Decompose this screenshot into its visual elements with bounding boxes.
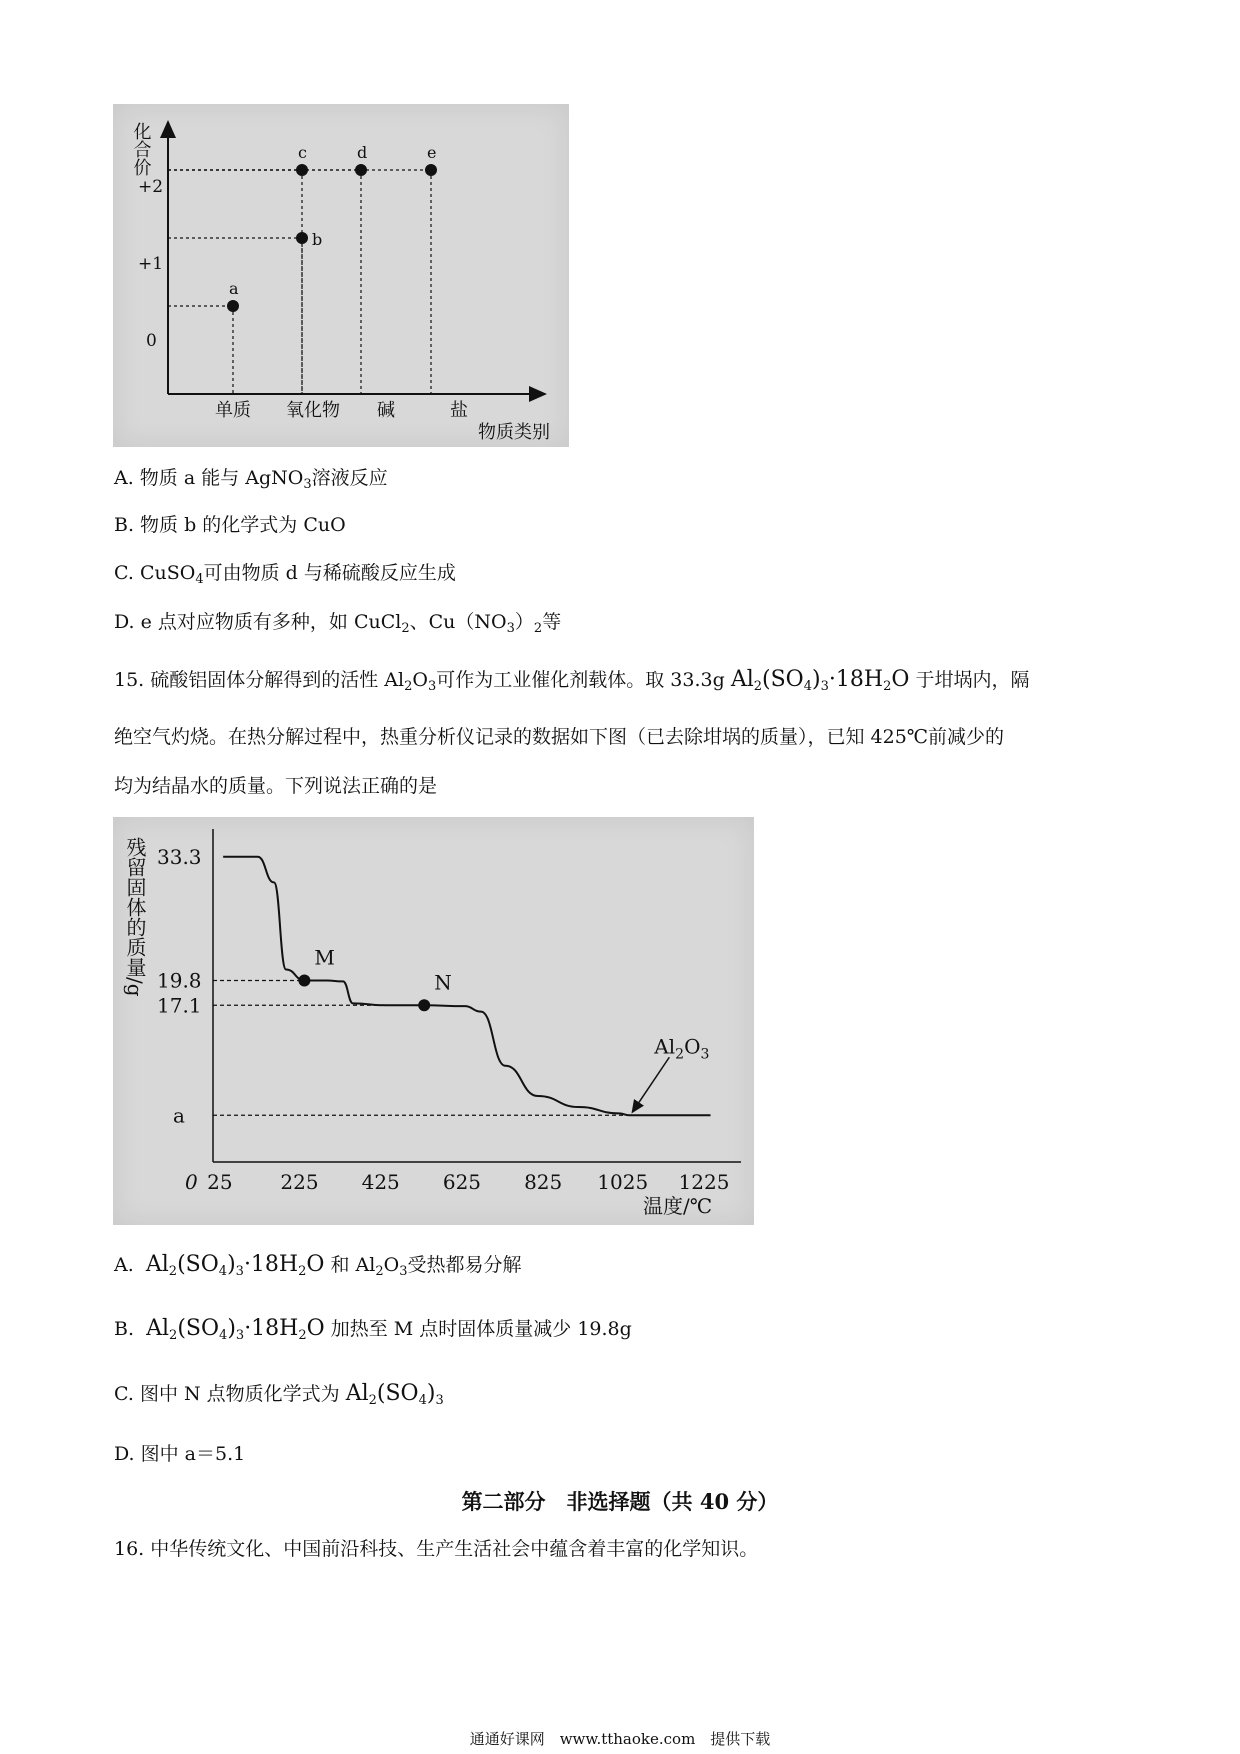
y-tick-19.8: 19.8 (157, 968, 202, 993)
q14-option-b: B. 物质 b 的化学式为 CuO (114, 514, 346, 536)
al2o3-arrow (632, 1057, 669, 1112)
x-tick-25: 25 (207, 1170, 233, 1194)
footer-credit: 通通好课网 www.tthaoke.com 提供下载 (469, 1730, 771, 1748)
point-N (418, 999, 430, 1011)
tga-figure (113, 817, 754, 1225)
y-tick-plus1: +1 (138, 254, 164, 274)
x-tick-element: 单质 (215, 400, 251, 421)
point-label-al2o3: $Al_2O_3$ (654, 1034, 710, 1063)
valence-figure (113, 104, 569, 447)
point-label-d: d (357, 143, 368, 162)
point-label-a: a (229, 279, 239, 298)
point-label-e: e (427, 143, 437, 162)
x-tick-base: 碱 (377, 400, 395, 421)
point-label-b: b (312, 230, 323, 249)
q15-option-c: C. 图中 N 点物质化学式为 $Al_2(SO_4)_3$ (114, 1381, 444, 1408)
q15-stem-line1: 15. 硫酸铝固体分解得到的活性 $Al_2O_3$可作为工业催化剂载体。取 33.3g $Al_2(SO_4)_3\cdot 18H_2O$ 于坩埚内，隔 (114, 667, 1030, 694)
x-tick-1225: 1225 (678, 1170, 730, 1194)
point-label-c: c (298, 143, 307, 162)
point-M (298, 975, 310, 987)
y-tick-zero: 0 (146, 331, 157, 351)
y-tick-33.3: 33.3 (157, 844, 202, 869)
tga-chart-svg (113, 817, 754, 1225)
x-tick-oxide: 氧化物 (286, 400, 340, 421)
y-tick-17.1: 17.1 (157, 993, 202, 1018)
tga-annotations (298, 946, 709, 1113)
x-axis-label: 物质类别 (478, 422, 550, 443)
q14-option-a: A. 物质 a 能与 AgNO$_3$溶液反应 (114, 467, 388, 492)
y-axis-label: 化合价 (130, 122, 152, 176)
q15-option-b: B. $Al_2(SO_4)_3\cdot 18H_2O$ 加热至 M 点时固体质量减少 19.8g (114, 1316, 632, 1343)
q14-option-c: C. CuSO$_4$可由物质 d 与稀硫酸反应生成 (114, 562, 456, 587)
x-tick-225: 225 (280, 1170, 319, 1194)
tga-curve (223, 857, 710, 1116)
q15-option-a: A. $Al_2(SO_4)_3\cdot 18H_2O$ 和 $Al_2O_3$受热都易分解 (114, 1252, 522, 1279)
point-e (425, 164, 437, 176)
x-tick-625: 625 (442, 1170, 482, 1194)
q15-stem-line2: 绝空气灼烧。在热分解过程中，热重分析仪记录的数据如下图（已去除坩埚的质量），已知 425℃前减少的 (114, 726, 1005, 748)
point-label-N: N (434, 970, 452, 995)
tga-y-axis-label: 残留固体的质量/g (123, 837, 147, 997)
q16-stem: 16. 中华传统文化、中国前沿科技、生产生活社会中蕴含着丰富的化学知识。 (114, 1538, 759, 1560)
x-tick-1025: 1025 (597, 1170, 649, 1194)
valence-points (168, 143, 437, 394)
q15-stem-line3: 均为结晶水的质量。下列说法正确的是 (114, 775, 438, 797)
x-tick-425: 425 (361, 1170, 400, 1194)
q15-option-d: D. 图中 a＝5.1 (114, 1443, 246, 1465)
valence-chart-svg (113, 104, 569, 447)
x-tick-salt: 盐 (450, 400, 468, 421)
tga-tick-labels (157, 845, 729, 1194)
y-tick-a: a (173, 1103, 185, 1128)
point-a (227, 300, 239, 312)
section-title: 第二部分 非选择题（共 40 分） (461, 1489, 779, 1514)
x-tick-825: 825 (524, 1170, 563, 1194)
point-label-M: M (314, 945, 335, 970)
q14-option-d: D. e 点对应物质有多种，如 CuCl$_2$、$Cu(NO_3)_2$等 (114, 611, 562, 636)
tga-x-axis-label: 温度/℃ (643, 1194, 713, 1218)
y-tick-plus2: +2 (138, 177, 164, 197)
x-tick-0: 0 (185, 1170, 198, 1194)
